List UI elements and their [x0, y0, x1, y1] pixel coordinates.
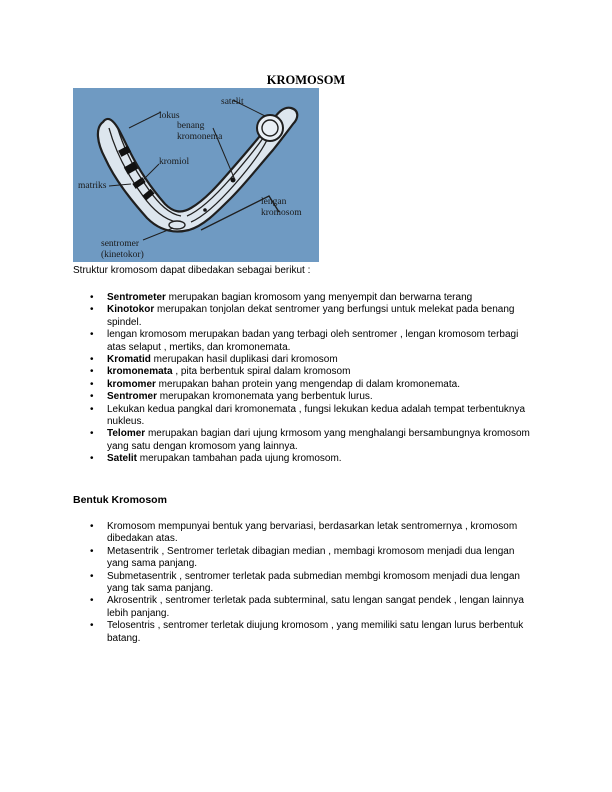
- list-item: • Telomer merupakan bagian dari ujung krmosom yang menghalangi bersambungnya kromosom yang satu dengan kromosom yang lainnya.: [90, 428, 530, 453]
- chromosome-diagram: [73, 88, 319, 262]
- chromosome-figure: [73, 88, 319, 262]
- label-kromosom: kromosom: [261, 208, 302, 218]
- shape-list: [90, 521, 530, 645]
- label-matriks: matriks: [78, 181, 107, 191]
- list-item: • Sentrometer merupakan bagian kromosom yang menyempit dan berwarna terang: [90, 292, 530, 304]
- label-sentromer: sentromer: [101, 239, 139, 249]
- list-item: • Kromosom mempunyai bentuk yang bervariasi, berdasarkan letak sentromernya , kromosom dibedakan atas.: [90, 521, 530, 546]
- label-kromonema: kromonema: [177, 132, 223, 142]
- list-item: • Sentromer merupakan kromonemata yang berbentuk lurus.: [90, 391, 530, 403]
- label-lokus: lokus: [159, 111, 180, 121]
- label-kromiol: kromiol: [159, 157, 190, 167]
- label-benang: benang: [177, 121, 205, 131]
- list-item: • Kinotokor merupakan tonjolan dekat sentromer yang berfungsi untuk melekat pada benang spindel.: [90, 304, 530, 329]
- section-title-bentuk: Bentuk Kromosom: [73, 494, 167, 506]
- list-item: • Akrosentrik , sentromer terletak pada subterminal, satu lengan sangat pendek , lengan lainnya lebih panjang.: [90, 595, 530, 620]
- list-item: • Telosentris , sentromer terletak diujung kromosom , yang memiliki satu lengan lurus berbentuk batang.: [90, 620, 530, 645]
- label-kinetokor: (kinetokor): [101, 250, 144, 260]
- list-item: • kromonemata , pita berbentuk spiral dalam kromosom: [90, 366, 530, 378]
- structure-list: [90, 292, 530, 466]
- page-title: KROMOSOM: [266, 73, 346, 87]
- list-item: • lengan kromosom merupakan badan yang terbagi oleh sentromer , lengan kromosom terbagi atas selaput , mertiks, dan kromonemata.: [90, 329, 530, 354]
- list-item: • Submetasentrik , sentromer terletak pada submedian membgi kromosom menjadi dua lengan yang tak sama panjang.: [90, 571, 530, 596]
- label-satelit: satelit: [221, 97, 244, 107]
- figure-caption: Struktur kromosom dapat dibedakan sebagai berikut :: [73, 265, 311, 276]
- list-item: • Lekukan kedua pangkal dari kromonemata , fungsi lekukan kedua adalah tempat terbentuknya nukleus.: [90, 404, 530, 429]
- list-item: • Satelit merupakan tambahan pada ujung kromosom.: [90, 453, 530, 465]
- satellite-shape: [257, 115, 283, 141]
- list-item: • Metasentrik , Sentromer terletak dibagian median , membagi kromosom menjadi dua lengan yang sama panjang.: [90, 546, 530, 571]
- list-item: • kromomer merupakan bahan protein yang mengendap di dalam kromonemata.: [90, 379, 530, 391]
- centromere-shape: [169, 221, 185, 229]
- list-item: • Kromatid merupakan hasil duplikasi dari kromosom: [90, 354, 530, 366]
- label-lengan: lengan: [261, 197, 287, 207]
